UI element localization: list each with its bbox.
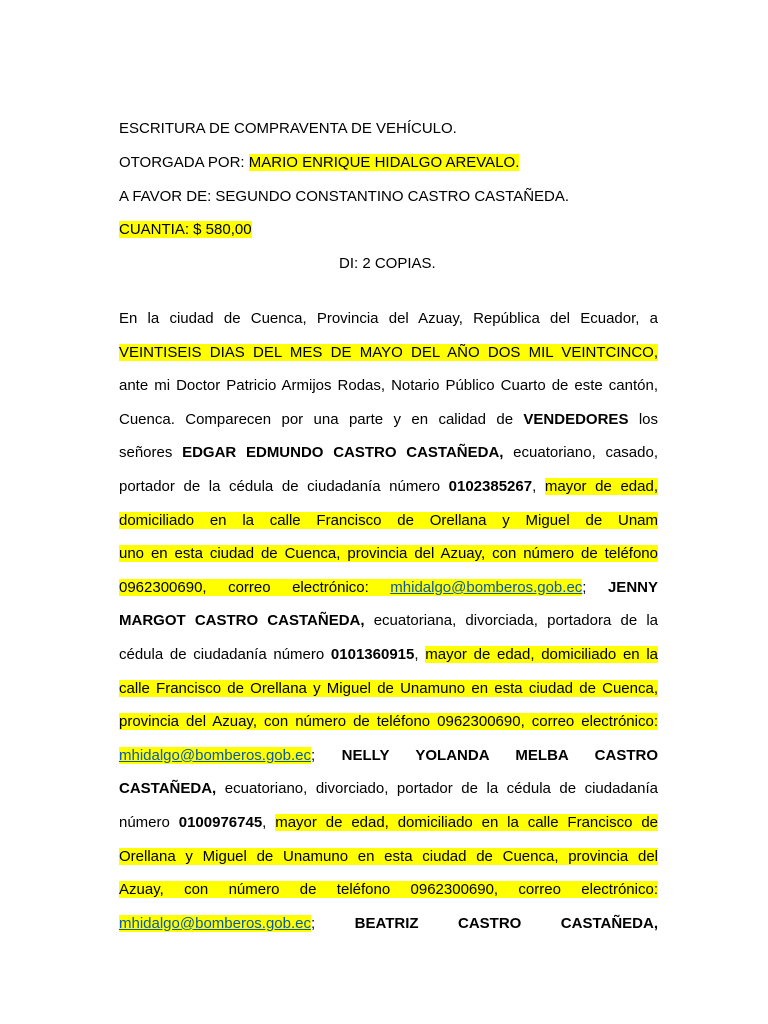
seller-name-3: NELLY YOLANDA MELBA CASTRO (341, 746, 658, 764)
email-link-1[interactable]: mhidalgo@bomberos.gob.ec (390, 578, 583, 596)
cedula-1: 0102385267 (448, 477, 533, 495)
cedula-2: 0101360915 (330, 645, 415, 663)
date-text: VEINTISEIS DIAS DEL MES DE MAYO DEL AÑO DOS MIL VEINTCINCO, (119, 343, 658, 361)
highlight-text: domiciliado en la calle Francisco de Orellana y Miguel de Unam (119, 511, 658, 529)
body-line (119, 504, 658, 538)
body-line: En la ciudad de Cuenca, Provincia del Azuay, República del Ecuador, a (119, 310, 658, 327)
body-line (119, 403, 658, 437)
highlight-text: uno en esta ciudad de Cuenca, provincia del Azuay, con número de teléfono (119, 545, 658, 563)
email-link-2[interactable]: mhidalgo@bomberos.gob.ec (119, 746, 312, 764)
favor-line: A FAVOR DE: SEGUNDO CONSTANTINO CASTRO CASTAÑEDA. (119, 188, 570, 205)
cuantia-line (119, 221, 252, 239)
body-line (119, 873, 658, 907)
highlight-text: Azuay, con número de teléfono 0962300690, correo electrónico: (119, 881, 658, 899)
seller-name-3-cont: CASTAÑEDA, (119, 780, 217, 798)
copias-line: DI: 2 COPIAS. (339, 255, 436, 272)
text-run: cédula de ciudadanía número (119, 645, 331, 663)
vendedores-label: VENDEDORES (523, 410, 629, 428)
body-line (119, 638, 658, 672)
text-run: ecuatoriano, casado, (503, 444, 658, 462)
text-run: ; (582, 578, 587, 596)
text-run: señores (119, 444, 183, 462)
body-line (119, 537, 658, 571)
cuantia-value: CUANTIA: $ 580,00 (119, 221, 252, 238)
body-line (119, 470, 658, 504)
body-line (119, 336, 658, 370)
body-line (119, 806, 658, 840)
body-line (119, 772, 658, 806)
document-title: ESCRITURA DE COMPRAVENTA DE VEHÍCULO. (119, 120, 457, 137)
body-line (119, 436, 658, 470)
highlight-text: mayor de edad, domiciliado en la (425, 645, 658, 663)
body-line: ante mi Doctor Patricio Armijos Rodas, Notario Público Cuarto de este cantón, (119, 377, 658, 395)
body-line (119, 571, 658, 605)
text-run: , (262, 813, 276, 831)
cedula-3: 0100976745 (178, 813, 263, 831)
body-line (119, 907, 658, 941)
text-run: , (532, 477, 545, 495)
highlight-text: mayor de edad, domiciliado en la calle Francisco de (275, 813, 659, 831)
otorgada-line (119, 154, 519, 172)
highlight-text: 0962300690, correo electrónico: (119, 578, 391, 596)
body-line (119, 705, 658, 739)
body-line (119, 672, 658, 706)
text-run: ; (311, 746, 316, 764)
text-run: ecuatoriano, divorciado, portador de la cédula de ciudadanía (216, 780, 658, 798)
seller-name-4: BEATRIZ CASTRO CASTAÑEDA, (354, 914, 659, 932)
highlight-text: provincia del Azuay, con número de teléfono 0962300690, correo electrónico: (119, 713, 658, 731)
text-run: los (628, 410, 659, 428)
highlight-text: Orellana y Miguel de Unamuno en esta ciudad de Cuenca, provincia del (119, 847, 658, 865)
seller-name-1: EDGAR EDMUNDO CASTRO CASTAÑEDA, (182, 444, 504, 462)
text-run: ; (311, 914, 316, 932)
body-line (119, 739, 658, 773)
body-line (119, 840, 658, 874)
highlight-text: calle Francisco de Orellana y Miguel de Unamuno en esta ciudad de Cuenca, (119, 679, 658, 697)
text-run: ecuatoriana, divorciada, portadora de la (364, 612, 658, 630)
highlight-text: mayor de edad, (544, 477, 658, 495)
text-run: , (414, 645, 426, 663)
body-line (119, 604, 658, 638)
text-run: número (119, 813, 179, 831)
text-run: portador de la cédula de ciudadanía número (119, 477, 449, 495)
text-run: Cuenca. Comparecen por una parte y en calidad de (119, 410, 524, 428)
body-paragraph (119, 302, 658, 940)
seller-name-2: JENNY (607, 578, 658, 596)
email-link-3[interactable]: mhidalgo@bomberos.gob.ec (119, 914, 312, 932)
seller-name-2-cont: MARGOT CASTRO CASTAÑEDA, (119, 612, 365, 630)
otorgada-name: MARIO ENRIQUE HIDALGO AREVALO. (248, 154, 520, 171)
otorgada-label: OTORGADA POR: (119, 154, 249, 171)
